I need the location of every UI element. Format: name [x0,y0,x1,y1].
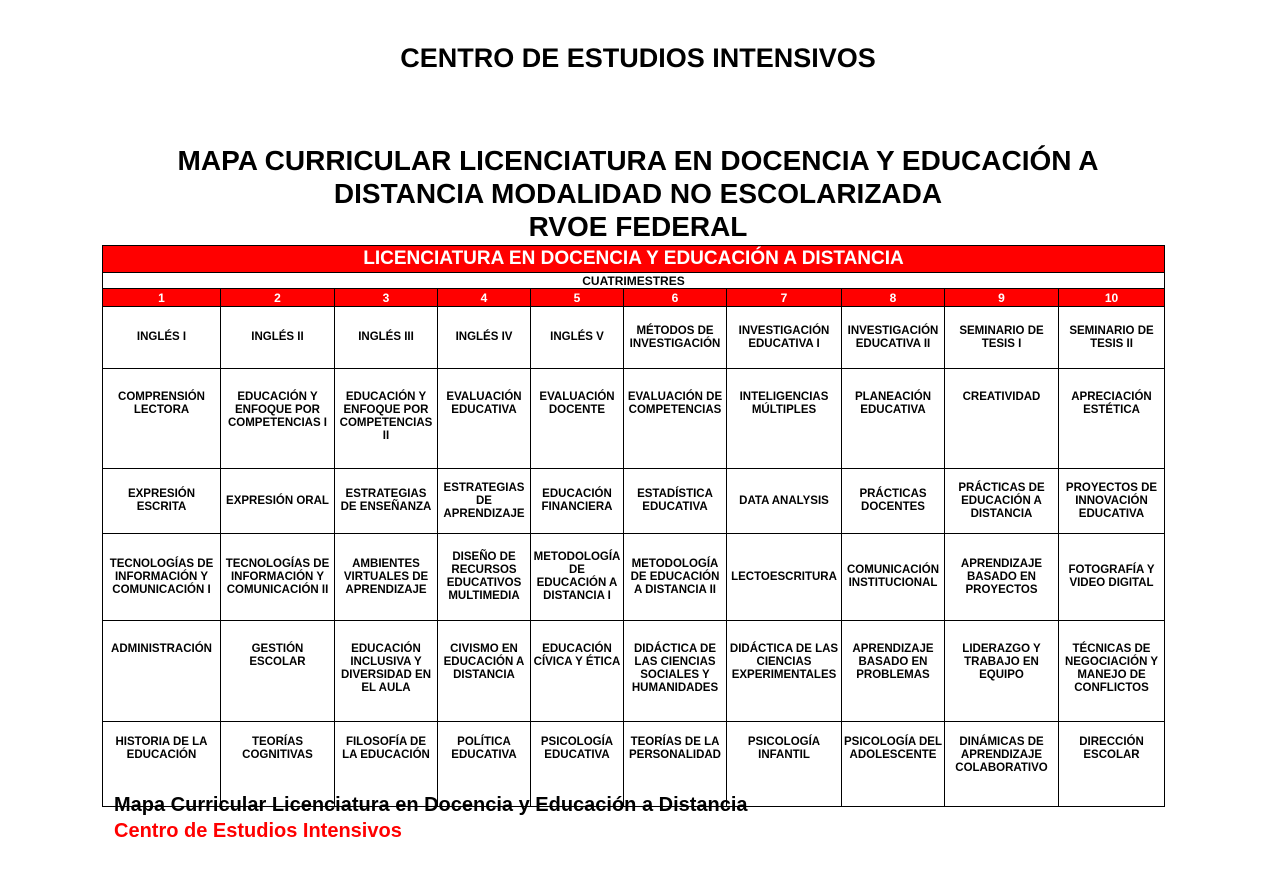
title-line-1: MAPA CURRICULAR LICENCIATURA EN DOCENCIA Y EDUCACIÓN A [177,145,1099,176]
course-cell: ESTRATEGIAS DE ENSEÑANZA [335,469,438,534]
table-row [103,534,1165,621]
course-cell: INTELIGENCIAS MÚLTIPLES [727,369,842,469]
period-header: 3 [335,289,438,307]
course-cell: PRÁCTICAS DOCENTES [842,469,945,534]
course-cell: ADMINISTRACIÓN [103,621,221,722]
period-header: 5 [531,289,624,307]
course-cell: PROYECTOS DE INNOVACIÓN EDUCATIVA [1059,469,1165,534]
course-cell: MÉTODOS DE INVESTIGACIÓN [624,307,727,369]
course-cell: LECTOESCRITURA [727,534,842,621]
course-cell: DIRECCIÓN ESCOLAR [1059,722,1165,807]
course-cell: INGLÉS I [103,307,221,369]
period-header: 2 [221,289,335,307]
course-cell: INGLÉS IV [438,307,531,369]
course-cell: PLANEACIÓN EDUCATIVA [842,369,945,469]
period-header: 4 [438,289,531,307]
course-cell: EDUCACIÓN Y ENFOQUE POR COMPETENCIAS I [221,369,335,469]
course-cell: COMPRENSIÓN LECTORA [103,369,221,469]
curriculum-table [102,245,1165,807]
title-line-2: DISTANCIA MODALIDAD NO ESCOLARIZADA [333,178,943,209]
course-cell: FOTOGRAFÍA Y VIDEO DIGITAL [1059,534,1165,621]
table-subheader: CUATRIMESTRES [103,273,1165,289]
period-header: 6 [624,289,727,307]
table-row [103,369,1165,469]
course-cell: DINÁMICAS DE APRENDIZAJE COLABORATIVO [945,722,1059,807]
course-cell: INVESTIGACIÓN EDUCATIVA II [842,307,945,369]
title-line-3: RVOE FEDERAL [528,211,748,242]
course-cell: INGLÉS V [531,307,624,369]
course-cell: APRECIACIÓN ESTÉTICA [1059,369,1165,469]
course-cell: EDUCACIÓN INCLUSIVA Y DIVERSIDAD EN EL AULA [335,621,438,722]
course-cell: CIVISMO EN EDUCACIÓN A DISTANCIA [438,621,531,722]
table-row [103,307,1165,369]
course-cell: COMUNICACIÓN INSTITUCIONAL [842,534,945,621]
period-header: 10 [1059,289,1165,307]
course-cell: PSICOLOGÍA INFANTIL [727,722,842,807]
course-cell: ESTRATEGIAS DE APRENDIZAJE [438,469,531,534]
period-header: 8 [842,289,945,307]
course-cell: PSICOLOGÍA DEL ADOLESCENTE [842,722,945,807]
course-cell: EDUCACIÓN CÍVICA Y ÉTICA [531,621,624,722]
course-cell: EVALUACIÓN DE COMPETENCIAS [624,369,727,469]
course-cell: DATA ANALYSIS [727,469,842,534]
table-row [103,621,1165,722]
course-cell: METODOLOGÍA DE EDUCACIÓN A DISTANCIA II [624,534,727,621]
course-cell: DISEÑO DE RECURSOS EDUCATIVOS MULTIMEDIA [438,534,531,621]
footer-institution: Centro de Estudios Intensivos [114,820,402,842]
course-cell: FILOSOFÍA DE LA EDUCACIÓN [335,722,438,807]
course-cell: PSICOLOGÍA EDUCATIVA [531,722,624,807]
course-cell: SEMINARIO DE TESIS I [945,307,1059,369]
course-cell: EXPRESIÓN ESCRITA [103,469,221,534]
course-cell: HISTORIA DE LA EDUCACIÓN [103,722,221,807]
table-banner: LICENCIATURA EN DOCENCIA Y EDUCACIÓN A DISTANCIA [103,246,1165,273]
course-cell: INVESTIGACIÓN EDUCATIVA I [727,307,842,369]
period-header: 7 [727,289,842,307]
course-cell: DIDÁCTICA DE LAS CIENCIAS EXPERIMENTALES [727,621,842,722]
course-cell: EXPRESIÓN ORAL [221,469,335,534]
course-cell: EDUCACIÓN Y ENFOQUE POR COMPETENCIAS II [335,369,438,469]
course-cell: CREATIVIDAD [945,369,1059,469]
footer-caption: Mapa Curricular Licenciatura en Docencia y Educación a Distancia [114,794,748,816]
course-cell: APRENDIZAJE BASADO EN PROBLEMAS [842,621,945,722]
course-cell: PRÁCTICAS DE EDUCACIÓN A DISTANCIA [945,469,1059,534]
course-cell: INGLÉS II [221,307,335,369]
course-cell: SEMINARIO DE TESIS II [1059,307,1165,369]
course-cell: LIDERAZGO Y TRABAJO EN EQUIPO [945,621,1059,722]
course-cell: TECNOLOGÍAS DE INFORMACIÓN Y COMUNICACIÓN I [103,534,221,621]
course-cell: TECNOLOGÍAS DE INFORMACIÓN Y COMUNICACIÓN II [221,534,335,621]
course-cell: TEORÍAS COGNITIVAS [221,722,335,807]
course-cell: GESTIÓN ESCOLAR [221,621,335,722]
course-cell: EVALUACIÓN DOCENTE [531,369,624,469]
course-cell: POLÍTICA EDUCATIVA [438,722,531,807]
course-cell: ESTADÍSTICA EDUCATIVA [624,469,727,534]
institution-header: CENTRO DE ESTUDIOS INTENSIVOS [400,43,876,73]
period-header: 1 [103,289,221,307]
course-cell: AMBIENTES VIRTUALES DE APRENDIZAJE [335,534,438,621]
course-cell: INGLÉS III [335,307,438,369]
course-cell: EDUCACIÓN FINANCIERA [531,469,624,534]
course-cell: TEORÍAS DE LA PERSONALIDAD [624,722,727,807]
course-cell: APRENDIZAJE BASADO EN PROYECTOS [945,534,1059,621]
course-cell: EVALUACIÓN EDUCATIVA [438,369,531,469]
table-row [103,469,1165,534]
course-cell: DIDÁCTICA DE LAS CIENCIAS SOCIALES Y HUMANIDADES [624,621,727,722]
course-cell: METODOLOGÍA DE EDUCACIÓN A DISTANCIA I [531,534,624,621]
course-cell: TÉCNICAS DE NEGOCIACIÓN Y MANEJO DE CONFLICTOS [1059,621,1165,722]
page-title [0,144,1276,243]
period-header: 9 [945,289,1059,307]
